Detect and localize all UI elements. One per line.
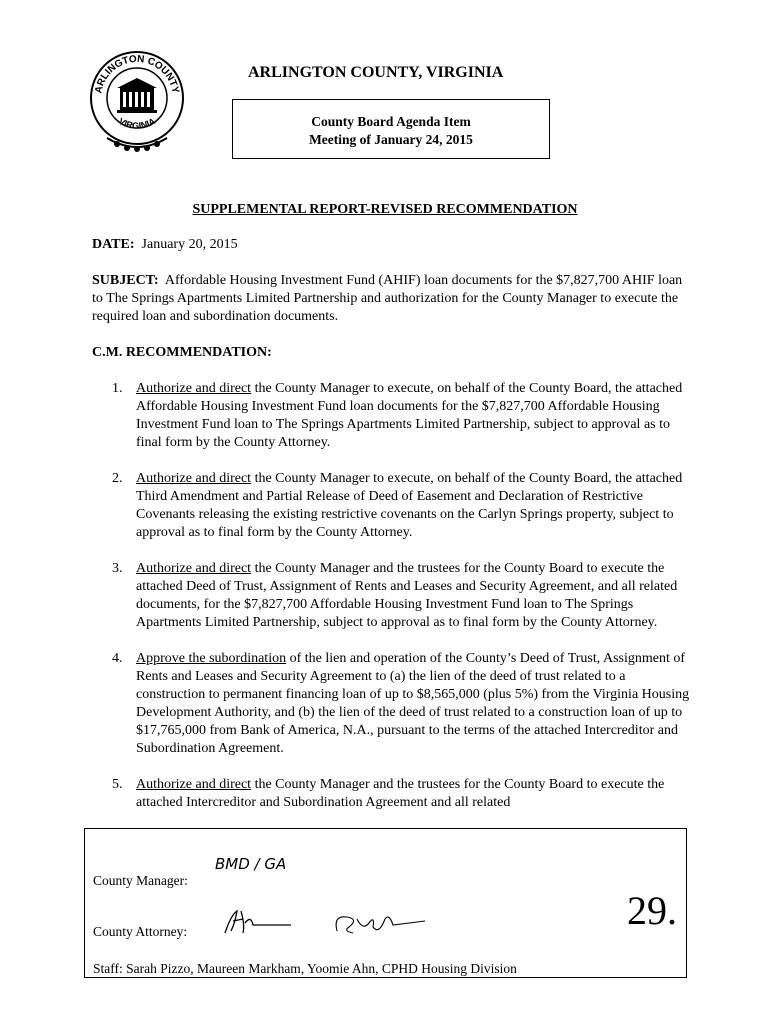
list-item-lead: Authorize and direct <box>136 561 252 576</box>
staff-line: Staff: Sarah Pizzo, Maureen Markham, Yoomie Ahn, CPHD Housing Division <box>93 961 517 976</box>
svg-text:VIRGINIA <box>117 116 157 131</box>
list-item <box>92 560 692 632</box>
list-item-text: the County Manager to execute, on behalf of the County Board, the attached Third Amendment and Partial Release of Deed of Easement and Declaration of Restrictive Covenants releasing the existing restrictive covenants on the Carlyn Springs property, subject to approval as to final form by the County Attorney. <box>136 471 683 540</box>
agenda-item-box <box>232 99 550 159</box>
recommendation-heading: C.M. RECOMMENDATION: <box>92 345 272 360</box>
list-item-number: 2. <box>112 471 123 486</box>
signature-box <box>84 828 687 978</box>
list-item <box>92 380 692 452</box>
date-label: DATE: <box>92 237 135 252</box>
list-item-lead: Authorize and direct <box>136 471 252 486</box>
agenda-item-label: County Board Agenda Item <box>311 114 471 129</box>
second-signature <box>329 905 429 939</box>
list-item <box>92 776 692 812</box>
county-seal-logo <box>87 48 187 158</box>
subject-text: Affordable Housing Investment Fund (AHIF) loan documents for the $7,827,700 AHIF loan to The Springs Apartments Limited Partnership and authorization for the County Manager to execute the required loan and subordination documents. <box>92 273 683 324</box>
list-item-text: the County Manager and the trustees for the County Board to execute the attached Intercreditor and Subordination Agreement and all related <box>136 777 665 810</box>
county-title: ARLINGTON COUNTY, VIRGINIA <box>248 64 504 81</box>
subject-label: SUBJECT: <box>92 273 159 288</box>
agenda-item-number: 29. <box>627 888 677 933</box>
recommendation-list <box>92 380 692 830</box>
list-item-lead: Authorize and direct <box>136 777 252 792</box>
list-item <box>92 470 692 542</box>
list-item-lead: Authorize and direct <box>136 381 252 396</box>
date-line <box>92 236 692 254</box>
meeting-date: Meeting of January 24, 2015 <box>309 132 473 147</box>
seal-text-top: ARLINGTON COUNTY <box>93 53 181 95</box>
list-item-number: 4. <box>112 651 123 666</box>
list-item-number: 3. <box>112 561 123 576</box>
seal-text-bottom: VIRGINIA <box>117 116 157 131</box>
subject-paragraph <box>92 272 692 326</box>
list-item-text: the County Manager and the trustees for the County Board to execute the attached Deed of Trust, Assignment of Rents and Leases and Security Agreement, and all related documents, for the $7,827,700 Affordable Housing Investment Fund loan to The Springs Apartments Limited Partnership, subject to approval as to final form by the County Attorney. <box>136 561 678 630</box>
county-manager-initials: BMD / GA <box>215 855 287 873</box>
report-title: SUPPLEMENTAL REPORT-REVISED RECOMMENDATION <box>192 202 578 217</box>
list-item-text: the County Manager to execute, on behalf of the County Board, the attached Affordable Housing Investment Fund loan documents for the $7,827,700 Affordable Housing Investment Fund loan to The Springs Apartments Limited Partnership, subject to approval as to final form by the County Attorney. <box>136 381 683 450</box>
county-attorney-label: County Attorney: <box>93 924 188 939</box>
county-manager-label: County Manager: <box>93 873 188 888</box>
list-item-number: 1. <box>112 381 123 396</box>
list-item-lead: Approve the subordination <box>136 651 287 666</box>
list-item <box>92 650 692 758</box>
list-item-number: 5. <box>112 777 123 792</box>
list-item-text: of the lien and operation of the County’s Deed of Trust, Assignment of Rents and Leases and Security Agreement to (a) the lien of the deed of trust related to a construction to permanent financing loan of up to $8,565,000 (plus 5%) from the Virginia Housing Development Authority, and (b) the lien of the deed of trust related to a construction loan of up to $17,765,000 from Bank of America, N.A., pursuant to the terms of the attached Intercreditor and Subordination Agreement. <box>136 651 690 756</box>
date-value: January 20, 2015 <box>141 237 238 252</box>
county-attorney-signature <box>221 905 301 939</box>
